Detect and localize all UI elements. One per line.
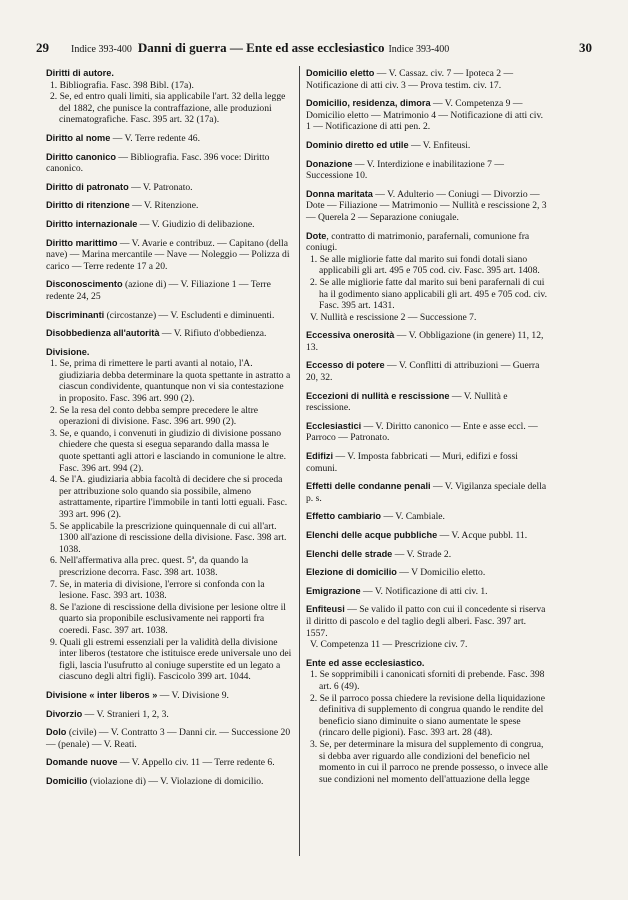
entry-reference: — V. Acque pubbl. 11. [437, 530, 528, 541]
entry-subitem: 3. Se, e quando, i convenuti in giudizio di divisione possano chiedere che questa si esegua separando dalla massa le quote spettanti agli attori e lasciando in comunione le altre. Fasc. 396 art. 994 (2). [50, 427, 286, 474]
entry-reference: — V. Terre redente 46. [110, 132, 200, 144]
index-entry [46, 690, 292, 702]
entry-reference: — V. Avarie e contribuz. — Capitano (della nave) — Marina mercantile — Nave — Noleggio — Polizza di carico — Terre redente 17 a 20. [46, 237, 290, 272]
entry-reference: — Se valido il patto con cui il concedente si riserva il diritto di pascolo e del taglio degli alberi. Fasc. 397 art. 1557. [306, 604, 546, 639]
entry-heading: Disobbedienza all'autorità [46, 328, 160, 339]
entry-heading: Disconoscimento [46, 279, 123, 290]
index-entry [306, 567, 548, 579]
index-entry [46, 152, 292, 175]
index-entry [46, 68, 292, 126]
index-entry [306, 481, 548, 504]
entry-subitem: V. Competenza 11 — Prescrizione civ. 7. [310, 639, 468, 651]
index-entry [306, 549, 548, 561]
entry-reference: — V. Conflitti di attribuzioni — Guerra 20, 32. [306, 360, 540, 384]
entry-subitem: 1. Se alle migliorie fatte dal marito sui fondi dotali siano applicabili gli art. 495 e 705 cod. civ. Fasc. 395 art. 1408. [310, 253, 540, 277]
index-entry [46, 238, 292, 273]
entry-heading: Divisione. [46, 346, 90, 357]
entry-subitem: 2. Se il parroco possa chiedere la revisione della liquidazione definitiva di supplemento di congrua quando le rendite del beneficio siano diminuite o siano aumentate le spese (rincaro delle pigioni). Fasc. 393 art. 28 (48). [310, 692, 545, 739]
entry-heading: Donna maritata [306, 188, 373, 199]
entry-heading: Domicilio [46, 775, 88, 786]
entry-reference: (civile) — V. Contratto 3 — Danni cir. — Successione 20 — (penale) — V. Reati. [46, 727, 291, 750]
index-entry [46, 182, 292, 194]
entry-reference: — V. Notificazione di atti civ. 1. [360, 585, 488, 597]
index-entry [46, 776, 292, 788]
entry-subitem: 5. Se applicabile la prescrizione quinquennale di cui all'art. 1300 all'azione di rescissione della divisione. Fasc. 398 art. 1038. [50, 520, 287, 555]
entry-heading: Diritto internazionale [46, 218, 138, 229]
right-index-label: Indice 393-400 [388, 44, 450, 55]
entry-heading: Enfiteusi [306, 604, 345, 615]
left-page-number: 29 [36, 40, 49, 55]
left-column [46, 68, 292, 794]
entry-heading: Dote [306, 230, 327, 241]
entry-subitem: 2. Se alle migliorie fatte dal marito sui beni parafernali di cui ha il godimento siano applicabili gli art. 495 e 705 cod. civ. Fasc. 395 art. 1431. [310, 276, 547, 312]
entry-reference: — V. Diritto canonico — Ente e asse eccl. — Parroco — Patronato. [306, 420, 538, 444]
entry-subitem: 6. Nell'affermativa alla prec. quest. 5ª, da quando la prescrizione decorra. Fasc. 398 art. 1038. [50, 555, 249, 578]
index-entry [306, 604, 548, 650]
entry-subitem: V. Nullità e rescissione 2 — Successione 7. [310, 311, 477, 323]
entry-reference: — V. Rifiuto d'obbedienza. [159, 328, 267, 340]
entry-reference: , contratto di matrimonio, parafernali, comunione fra coniugi. [306, 230, 530, 254]
index-entry [306, 451, 548, 474]
index-entry [46, 200, 292, 212]
index-entry [306, 530, 548, 542]
index-entry [46, 727, 292, 750]
entry-reference: — V Domicilio eletto. [396, 567, 486, 579]
entry-heading: Diritto canonico [46, 151, 116, 162]
index-entry [306, 511, 548, 523]
right-page-number: 30 [579, 40, 592, 55]
entry-heading: Emigrazione [306, 585, 361, 596]
entry-heading: Discriminanti [46, 309, 105, 320]
entry-heading: Eccezioni di nullità e rescissione [306, 390, 450, 401]
right-column [306, 68, 548, 792]
entry-reference: (azione di) — V. Filiazione 1 — Terre redente 24, 25 [46, 279, 271, 302]
entry-heading: Domicilio eletto [306, 68, 375, 78]
entry-reference: — V. Cambiale. [381, 511, 445, 523]
entry-heading: Ente ed asse ecclesiastico. [306, 657, 425, 668]
entry-subitem: 3. Se, per determinare la misura del supplemento di congrua, si debba aver riguardo alle condizioni del beneficio nel momento in cui il parroco ne prende possesso, o invece alle sue condizioni nel momento dell'attuazione della legge [310, 738, 548, 785]
entry-subitem: 7. Se, in materia di divisione, l'errore si confonda con la lesione. Fasc. 393 art. 1038. [50, 578, 265, 602]
entry-heading: Elenchi delle strade [306, 548, 393, 559]
entry-heading: Diritti di autore. [46, 68, 114, 78]
index-entry [46, 347, 292, 683]
index-entry [46, 757, 292, 769]
entry-heading: Elenchi delle acque pubbliche [306, 530, 438, 540]
entry-heading: Edifizi [306, 451, 334, 462]
entry-heading: Domande nuove [46, 757, 118, 768]
left-index-label: Indice 393-400 [71, 44, 132, 55]
entry-heading: Eccessiva onerosità [306, 330, 395, 341]
entry-heading: Dominio diretto ed utile [306, 139, 409, 150]
entry-reference: — V. Giudizio di delibazione. [137, 218, 255, 230]
page-header [36, 40, 592, 58]
index-entry [46, 328, 292, 340]
entry-heading: Donazione [306, 158, 353, 169]
index-entry [46, 279, 292, 302]
index-entry [46, 310, 292, 322]
entry-reference: — V. Competenza 9 — Domicilio eletto — Matrimonio 4 — Notificazione di atti civ. 1 — Notificazione di atti pen. 2. [306, 98, 544, 133]
entry-heading: Diritto di ritenzione [46, 200, 130, 211]
entry-reference: — V. Adulterio — Coniugi — Divorzio — Dote — Filiazione — Matrimonio — Nullità e rescissione 2, 3 — Querela 2 — Separazione coniugale. [306, 188, 547, 223]
entry-reference: — Bibliografia. Fasc. 396 voce: Diritto canonico. [46, 151, 270, 175]
index-entry [306, 391, 548, 414]
index-entry [306, 421, 548, 444]
entry-reference: — V. Interdizione e inabilitazione 7 — Successione 10. [306, 158, 504, 182]
entry-reference: — V. Appello civ. 11 — Terre redente 6. [117, 757, 275, 769]
entry-reference: — V. Strade 2. [392, 548, 452, 560]
entry-reference: — V. Vigilanza speciale della p. s. [306, 481, 547, 504]
entry-subitem: 8. Se l'azione di rescissione della divisione per lesione oltre il quarto sia proponibile esclusivamente nei rapporti fra coeredi. Fasc. 397 art. 1038. [50, 601, 286, 636]
entry-heading: Diritto marittimo [46, 237, 118, 248]
entry-heading: Eccesso di potere [306, 360, 385, 371]
entry-heading: Diritto al nome [46, 132, 111, 143]
entry-reference: — V. Divisione 9. [157, 689, 229, 701]
entry-reference: — V. Patronato. [128, 181, 193, 193]
index-entry [306, 231, 548, 324]
index-entry [306, 68, 548, 91]
column-divider [299, 66, 300, 856]
index-entry [306, 159, 548, 182]
entry-reference: — V. Cassaz. civ. 7 — Ipoteca 2 — Notificazione di atti civ. 3 — Prova testim. civ. 17. [306, 68, 514, 91]
entry-heading: Ecclesiastici [306, 420, 362, 431]
entry-subitem: 2. Se la resa del conto debba sempre precedere le altre operazioni di divisione. Fasc. 396 art. 990 (2). [50, 404, 259, 428]
index-entry [306, 586, 548, 598]
entry-reference: — V. Stranieri 1, 2, 3. [82, 708, 169, 720]
index-entry [306, 140, 548, 152]
entry-heading: Divisione « inter liberos » [46, 689, 158, 700]
entry-subitem: 1. Bibliografia. Fasc. 398 Bibl. (17a). [50, 79, 194, 91]
entry-subitem: 2. Se, ed entro quali limiti, sia applicabile l'art. 32 della legge del 1882, che punisce la contraffazione, alle produzioni cinematografiche. Fasc. 395 art. 32 (17a). [50, 91, 286, 126]
entry-heading: Dolo [46, 727, 67, 738]
entry-subitem: 1. Se, prima di rimettere le parti avanti al notaio, l'A. giudiziaria debba determinare la quota spettante in astratto a ciascun condividente, quantunque non vi sia contestazione in proposito. Fasc. 396 art. 990 (2). [50, 358, 291, 405]
entry-reference: (violazione di) — V. Violazione di domicilio. [87, 775, 264, 787]
index-entry [46, 219, 292, 231]
entry-heading: Domicilio, residenza, dimora [306, 98, 431, 109]
index-entry [306, 658, 548, 786]
running-title: Danni di guerra — Ente ed asse ecclesiastico [137, 40, 385, 55]
entry-subitem: 1. Se sopprimibili i canonicati sforniti di prebende. Fasc. 398 art. 6 (49). [310, 669, 545, 692]
index-entry [306, 360, 548, 383]
entry-reference: (circostanze) — V. Escludenti e diminuenti. [104, 309, 275, 321]
index-entry [46, 709, 292, 721]
index-entry [306, 189, 548, 224]
entry-heading: Effetto cambiario [306, 511, 382, 522]
index-entry [46, 133, 292, 145]
entry-reference: — V. Nullità e rescissione. [306, 390, 508, 414]
entry-heading: Diritto di patronato [46, 181, 129, 192]
entry-heading: Elezione di domicilio [306, 567, 397, 578]
entry-subitem: 4. Se l'A. giudiziaria abbia facoltà di decidere che si proceda per attribuzione solo quando sia possibile, almeno astrattamente, ripartire l'immobile in tanti lotti eguali. Fasc. 393 art. 996 (2). [50, 474, 288, 520]
index-entry [306, 330, 548, 353]
entry-reference: — V. Ritenzione. [129, 200, 199, 212]
entry-heading: Divorzio [46, 708, 83, 719]
entry-reference: — V. Obbligazione (in genere) 11, 12, 13. [306, 330, 544, 353]
entry-heading: Effetti delle condanne penali [306, 481, 431, 492]
entry-reference: — V. Imposta fabbricati — Muri, edifizi e fossi comuni. [306, 451, 518, 474]
entry-subitem: 9. Quali gli estremi essenziali per la validità della divisione inter liberos (testatore che istituisce erede universale uno dei figli, lascia l'usufrutto al coniuge superstite ed un legato a ciascuno degli altri figli). Fascicolo 399 art. 1044. [50, 636, 292, 683]
index-entry [306, 98, 548, 133]
entry-reference: — V. Enfiteusi. [408, 139, 471, 151]
